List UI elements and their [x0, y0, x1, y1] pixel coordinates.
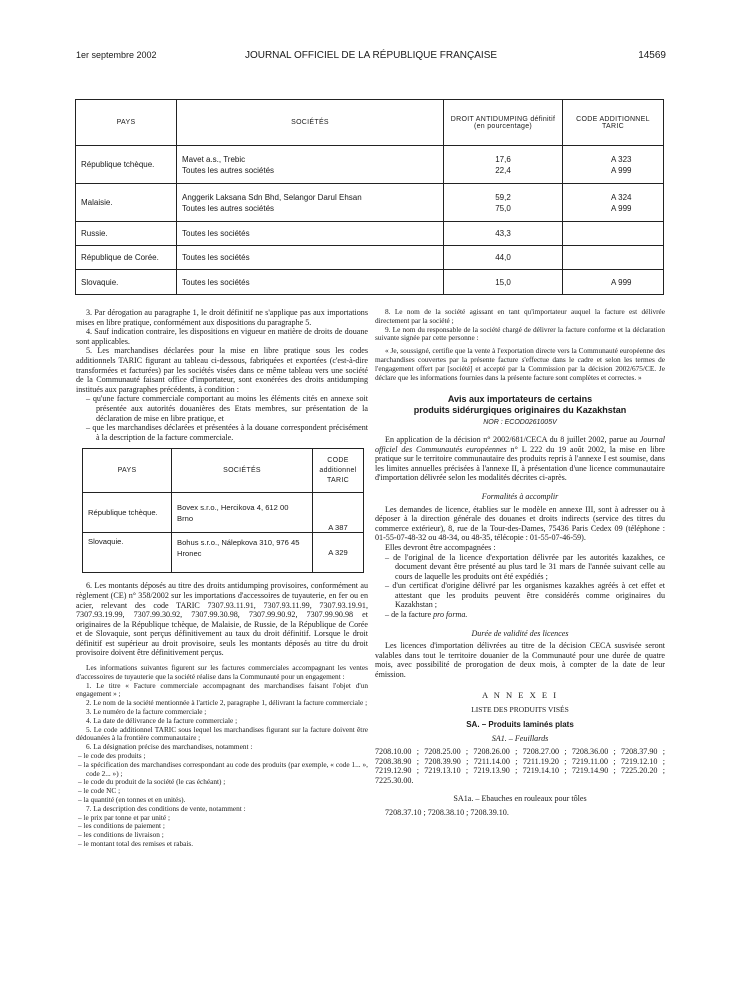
list-item: – le prix par tonne et par unité ; [78, 812, 170, 822]
conditions-list [76, 394, 368, 442]
right-column: 8. Le nom de la société agissant en tant qu'importateur auquel la facture est délivrée directement par la société ; 9. Le nom du responsable de la société chargé de délivrer la facture conforme et la déclaration suivante signée par cette personne : « Je, soussigné, certifie que la vente à l'exportation directe vers la Communauté européenne des marchandises couvertes par la présente facture s'effectue dans le cadre et selon les termes de l'engagement offert par [société] et accepté par la Commission par la décision 2002/675/CE. Je déclare que les informations fournies dans la présente facture sont complètes et correctes. » Avis aux importateurs de certains produits sidérurgiques originaires du Kazakhstan NOR : ECOD0261005V En application de la décision n° 2002/681/CECA du 8 juillet 2002, parue au Journal officiel des Communautés européennes n° L 222 du 19 août 2002, la mise en libre pratique sur le territoire communautaire des produits repris à l'annexe I est soumise, dans les limites annuelles précisées à l'annexe II, à présentation d'une licence communautaire d'importation délivrée selon les modalités décrites ci-après. Formalités à accomplir Les demandes de licence, établies sur le modèle en annexe III, sont à adresser ou à déposer à la direction générale des douanes et droits indirects (service des titres du commerce extérieur), 8, rue de la Tour-des-Dames, 75436 Paris Cedex 09 (téléphone : 01-55-07-48-32 ou 48-34, ou 48-35, télécopie : 01-55-07-46-59). Elles devront être accompagnées : – de l'original de la licence d'exportation délivrée par les autorités kazakhes, ce document devant être présenté au plus tard le 31 mars de l'année suivant celle au cours de laquelle les produits ont été expédiés ; – d'un certificat d'origine délivré par les organismes kazakhes agréés à cet effet et attestant que les produits peuvent être considérés comme originaires du Kazakhstan ; – de la facture pro forma. Durée de validité des licences Les licences d'importation délivrées au titre de la décision CECA susvisée seront valables dans tout le territoire douanier de la Communauté pour une durée de quatre mois, avec possibilité de prorogation de deux mois, à compter de la date de leur émission. A N N E X E I LISTE DES PRODUITS VISÉS SA. – Produits laminés plats SA1. – Feuillards 7208.10.00 ; 7208.25.00 ; 7208.26.00 ; 7208.27.00 ; 7208.36.00 ; 7208.37.90 ; 7208.38.90 ; 7208.39.90 ; 7211.14.00 ; 7211.19.20 ; 7219.11.00 ; 7219.12.10 ; 7219.12.90 ; 7219.13.10 ; 7219.13.90 ; 7219.14.10 ; 7219.14.90 ; 7225.20.20 ; 7225.30.00. SA1a. – Ebauches en rouleaux pour tôles 7208.37.10 ; 7208.38.10 ; 7208.39.10. [375, 307, 665, 817]
page-header [76, 50, 666, 64]
section-sa1a: SA1a. – Ebauches en rouleaux pour tôles [453, 794, 587, 804]
col-code: CODE ADDITIONNEL TARIC [563, 100, 664, 146]
table-row: Malaisie. Anggerik Laksana Sdn Bhd, Selangor Darul Ehsan Toutes les autres sociétés 59,2 75,0 A 324 A 999 [76, 184, 664, 222]
list-item: – le code du produit de la société (le cas échéant) ; [78, 777, 226, 787]
list-item: – d'un certificat d'origine délivré par les organismes kazakhes agréés à cet effet et attestant que les produits peuvent être considérés comme originaires du Kazakhstan ; [385, 581, 665, 610]
list-item: – les conditions de livraison ; [78, 830, 164, 840]
paragraph-6: 6. Les montants déposés au titre des droits antidumping provisoires, conformément au règlement (CE) n° 358/2002 sur les importations d'accessoires de tuyauterie, en fer ou en acier, relevant des code TARIC 7307.93.11.91, 7307.93.11.99, 7307.93.19.91, 7307.93.19.99, 7307.99.30.92, 7307.99.30.98, 7307.99.90.92, 7307.99.90.98 et originaires de la République tchèque, de Malaisie, de Russie, de la République de Corée et de Slovaquie, sont perçus définitivement au taux du droit définitif. Lorsque le droit définitif est supérieur au droit provisoire, seuls les montants déposés au titre du droit provisoire doivent être définitivement perçus. [76, 581, 368, 658]
list-item: – les conditions de paiement ; [78, 821, 165, 831]
list-item: – le montant total des remises et rabais. [78, 839, 194, 848]
exempt-companies-table: PAYS SOCIÉTÉS CODE additionnel TARIC République tchèque. Bovex s.r.o., Hercikova 4, 612 00 Brno A 387 Slovaquie. Bohus s.r.o., Nálepkova 310, 976 45 Hronec A 329 [82, 448, 364, 573]
notice-heading: Avis aux importateurs de certains produits sidérurgiques originaires du Kazakhstan NOR : ECOD0261005V [375, 394, 665, 428]
table-row: Russie. Toutes les sociétés 43,3 [76, 222, 664, 246]
section-title-formalites: Formalités à accomplir [481, 491, 559, 501]
list-item: – que les marchandises déclarées et présentées à la douane correspondent précisément à la description de la facture commerciale. [86, 423, 368, 442]
table-row: République de Corée. Toutes les sociétés 44,0 [76, 246, 664, 270]
sa1-codes: 7208.10.00 ; 7208.25.00 ; 7208.26.00 ; 7208.27.00 ; 7208.36.00 ; 7208.37.90 ; 7208.38.90 ; 7208.39.90 ; 7211.14.00 ; 7211.19.20 ; 7219.11.00 ; 7219.12.10 ; 7219.12.90 ; 7219.13.10 ; 7219.13.90 ; 7219.14.10 ; 7219.14.90 ; 7225.20.20 ; 7225.30.00. [375, 747, 665, 785]
sa1a-codes: 7208.37.10 ; 7208.38.10 ; 7208.39.10. [385, 807, 509, 817]
annex-title: A N N E X E I [481, 689, 559, 700]
paragraph-5: 5. Les marchandises déclarées pour la mise en libre pratique sous les codes additionnels TARIC figurant au tableau ci-dessous, fabriquées et exportées (c'est-à-dire transformées et facturées) par les sociétés visées dans ce même tableau vers une société de la Communauté faisant office d'importateur, sont exonérées des droits antidumping institués aux paragraphes précédents, à condition : [76, 346, 368, 394]
issue-date: 1er septembre 2002 [76, 50, 157, 60]
antidumping-table [75, 99, 664, 295]
section-sa1: SA1. – Feuillards [491, 734, 549, 744]
col-pays: PAYS [76, 100, 177, 146]
list-item: – qu'une facture commerciale comportant au moins les éléments cités en annexe soit présentée aux autorités douanières des Etats membres, sur présentation de la déclaration de mise en libre pratique, et [86, 394, 368, 423]
table-row: Slovaquie. Toutes les sociétés 15,0 A 999 [76, 270, 664, 295]
list-item: – le code des produits ; [78, 751, 146, 761]
table-row: Slovaquie. Bohus s.r.o., Nálepkova 310, 976 45 Hronec A 329 [83, 533, 364, 573]
paragraph-4: 4. Sauf indication contraire, les dispositions en vigueur en matière de droits de douane sont applicables. [76, 327, 368, 346]
nor-reference: NOR : ECOD0261005V [483, 419, 557, 427]
annex-subtitle: LISTE DES PRODUITS VISÉS [471, 705, 569, 715]
notice-paragraph: En application de la décision n° 2002/681/CECA du 8 juillet 2002, parue au Journal officiel des Communautés européennes n° L 222 du 19 août 2002, la mise en libre pratique sur le territoire communautaire des produits repris à l'annexe I est soumise, dans les limites annuelles précisées à l'annexe II, à présentation d'une licence communautaire d'importation délivrée selon les modalités décrites ci-après. [375, 434, 665, 483]
list-item: – la quantité (en tonnes et en unités). [78, 795, 186, 805]
page-number: 14569 [638, 50, 666, 61]
section-sa: SA. – Produits laminés plats [466, 719, 574, 729]
invoice-info: Les informations suivantes figurent sur les factures commerciales accompagnant les ventes d'accessoires de tuyauterie que la société réalise dans la Communauté pour un engagement : 1. Le titre « Facture commerciale accompagnant des marchandises faisant l'objet d'un engagement » ; 2. Le nom de la société mentionnée à l'article 2, paragraphe 1, délivrant la facture commerciale ; 3. Le numéro de la facture commerciale ; 4. La date de délivrance de la facture commerciale ; 5. Le code additionnel TARIC sous lequel les marchandises figurant sur la facture doivent être dédouanées à la frontière communautaire ; 6. La désignation précise des marchandises, notamment : – le code des produits ; – la spécification des marchandises correspondant au code des produits (par exemple, « code 1... », code 2... ») ; – le code du produit de la société (le cas échéant) ; – le code NC ; – la quantité (en tonnes et en unités). 7. La description des conditions de vente, notamment : – le prix par tonne et par unité ; – les conditions de paiement ; – les conditions de livraison ; – le montant total des remises et rabais. [76, 663, 368, 848]
table-row: République tchèque. Bovex s.r.o., Hercikova 4, 612 00 Brno A 387 [83, 493, 364, 533]
col-societes: SOCIÉTÉS [177, 100, 444, 146]
paragraph-3: 3. Par dérogation au paragraphe 1, le droit définitif ne s'applique pas aux importations mises en libre pratique, conformément aux dispositions du paragraphe 5. [76, 308, 368, 327]
list-item: – la spécification des marchandises correspondant au code des produits (par exemple, « code 1... », code 2... ») ; [78, 759, 368, 778]
section-title-duree: Durée de validité des licences [471, 628, 569, 638]
declaration-quote: « Je, soussigné, certifie que la vente à l'exportation directe vers la Communauté européenne des marchandises couvertes par la présente facture s'effectue dans le cadre et selon les termes de l'engagement offert par [société] et accepté par la Commission par la décision 2002/675/CE. Je déclare que les informations fournies dans la présente facture sont complètes et correctes. » [375, 346, 665, 382]
journal-title: JOURNAL OFFICIEL DE LA RÉPUBLIQUE FRANÇAISE [244, 50, 498, 61]
col-droit: DROIT ANTIDUMPING définitif (en pourcentage) [444, 100, 563, 146]
left-column [76, 308, 368, 849]
list-item: – le code NC ; [78, 786, 121, 796]
table-row: République tchèque. Mavet a.s., Trebic Toutes les autres sociétés 17,6 22,4 A 323 A 999 [76, 146, 664, 184]
list-item: – de la facture pro forma. [385, 610, 468, 620]
list-item: – de l'original de la licence d'exportation délivrée par les autorités kazakhes, ce document devant être présenté au plus tard le 31 mars de l'année suivant celle au cours de laquelle les produits ont été expédiés ; [385, 552, 665, 581]
